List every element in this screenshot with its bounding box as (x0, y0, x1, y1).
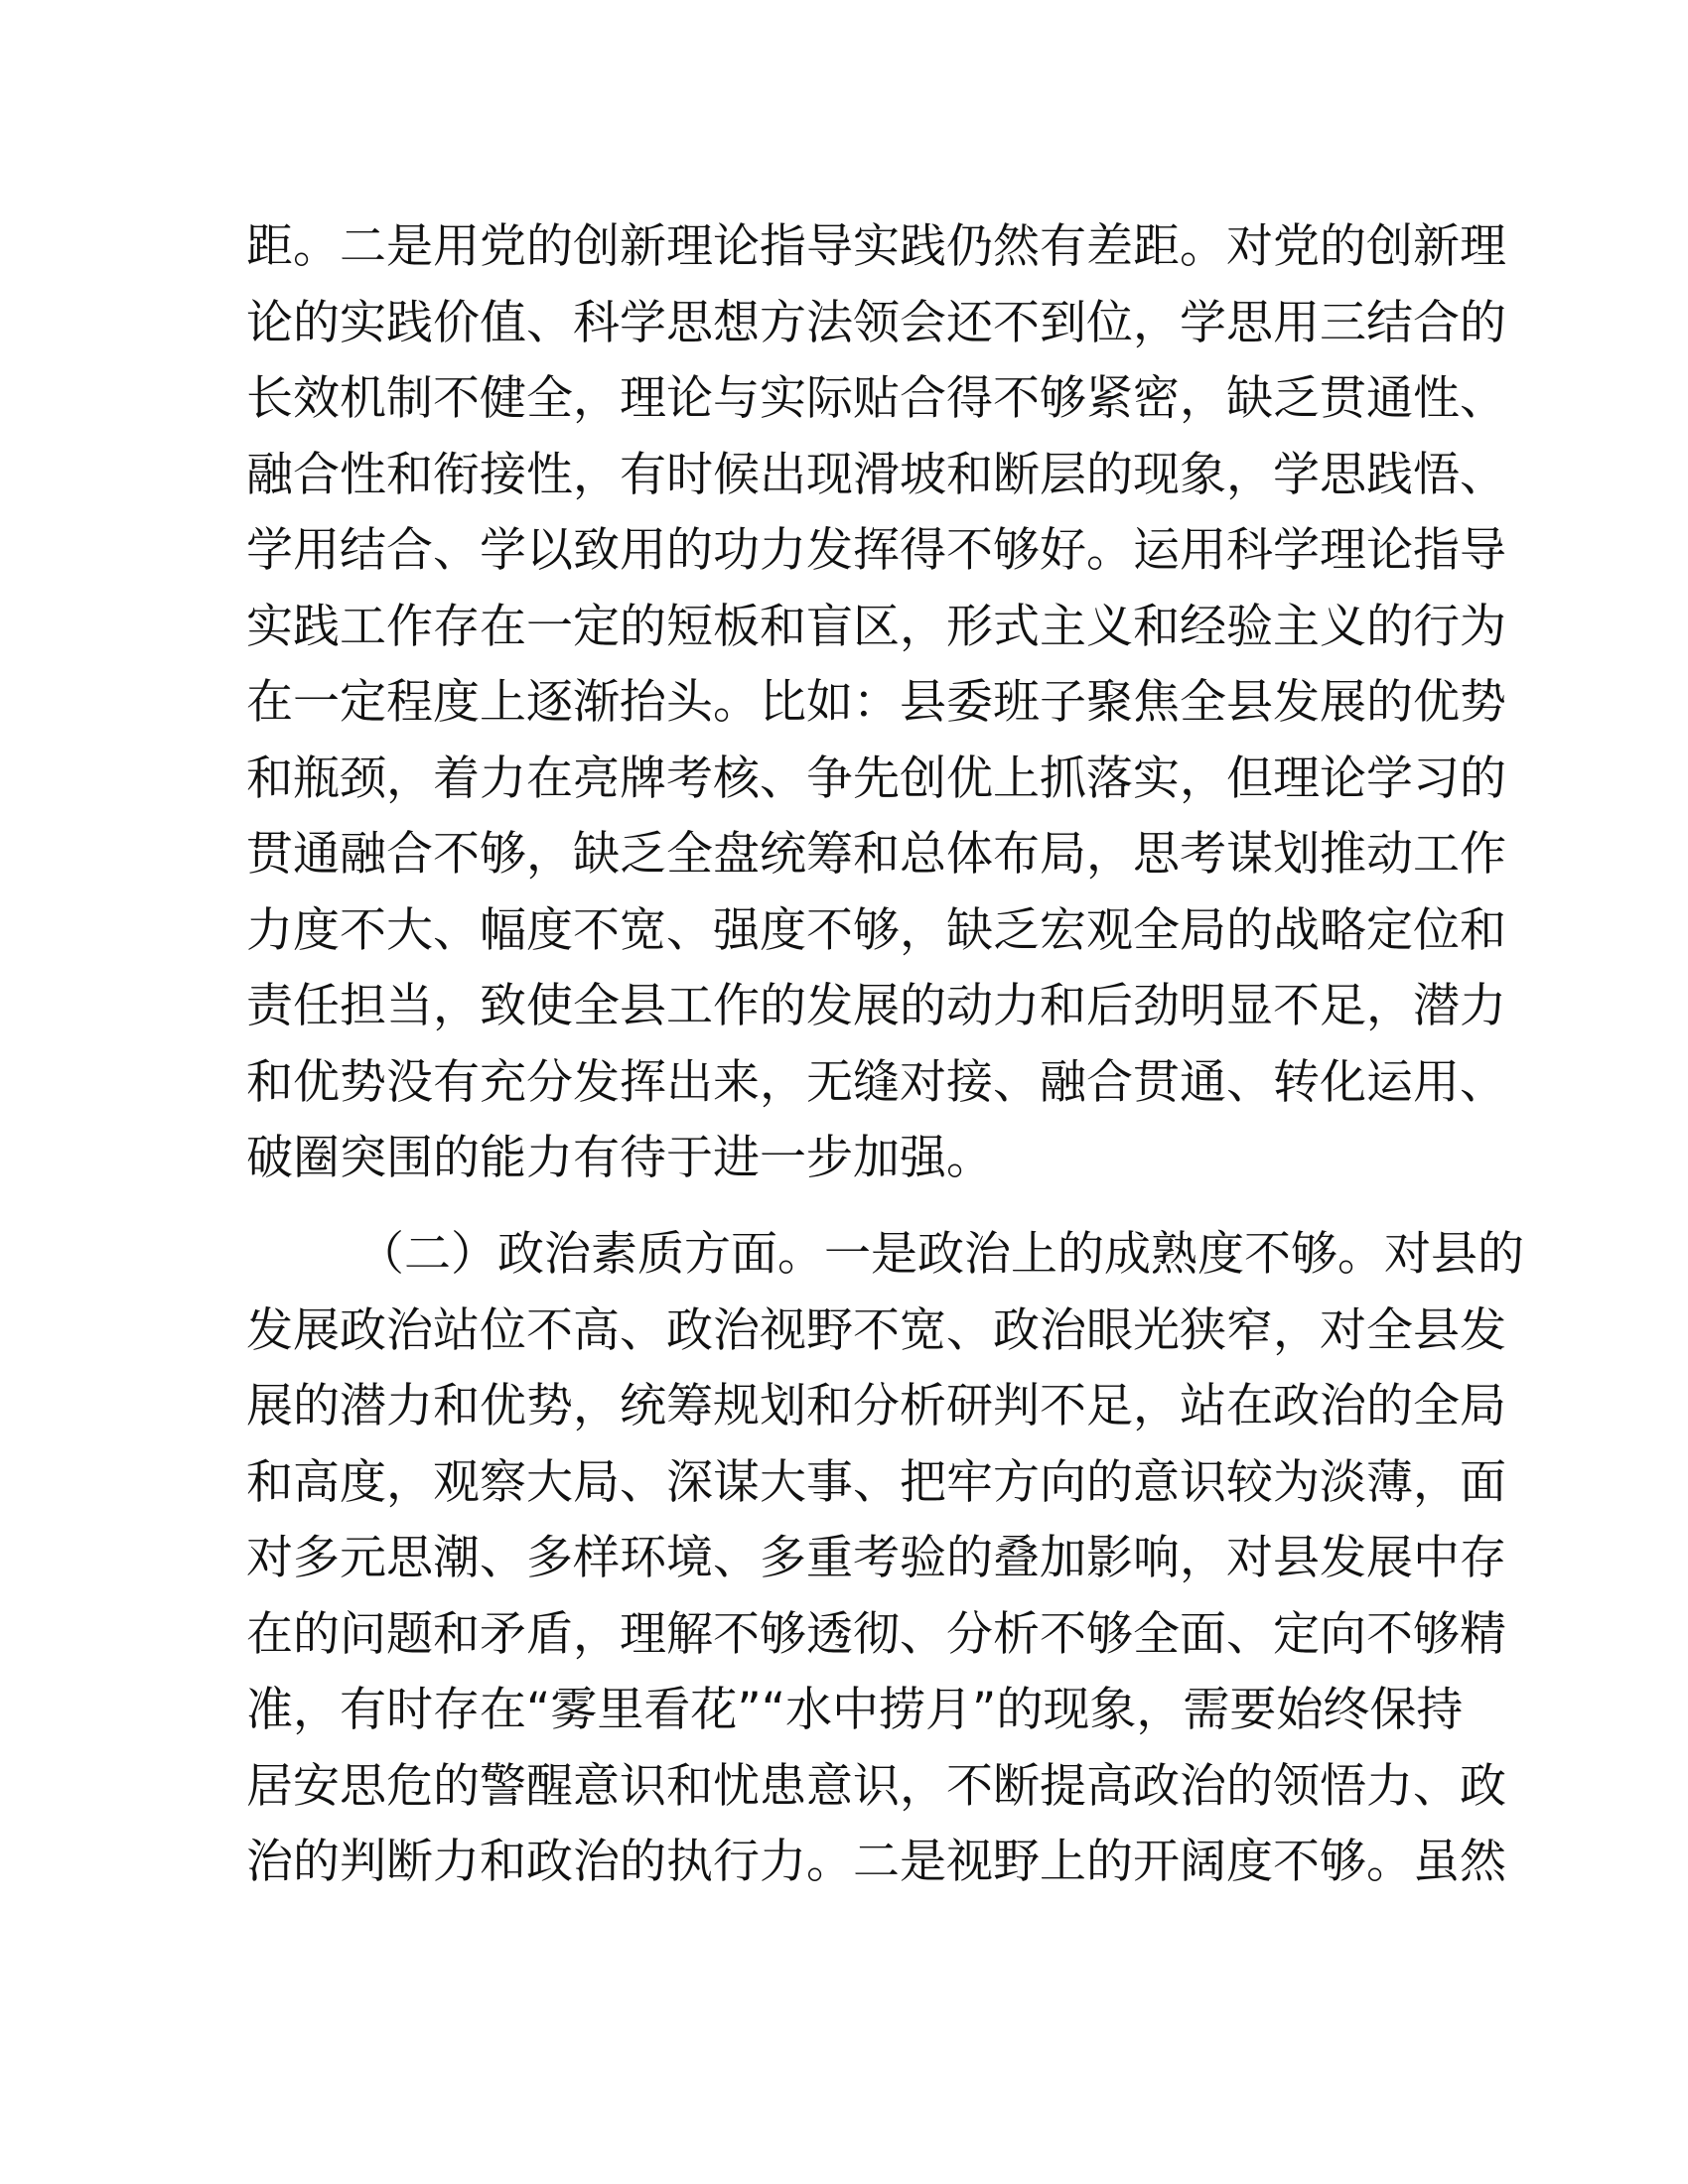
paragraph-1-line-5: 学用结合、学以致用的功力发挥得不够好。运用科学理论指导 (246, 523, 1506, 578)
paragraph-2-line-7: 准，有时存在“雾里看花”“水中捞月”的现象，需要始终保持 (246, 1683, 1464, 1737)
paragraph-2-line-6: 在的问题和矛盾，理解不够透彻、分析不够全面、定向不够精 (246, 1606, 1506, 1662)
paragraph-1-line-12: 和优势没有充分发挥出来，无缝对接、融合贯通、转化运用、 (246, 1054, 1506, 1110)
paragraph-2-line-2: 发展政治站位不高、政治视野不宽、政治眼光狭窄，对全县发 (246, 1302, 1506, 1358)
paragraph-1-line-6: 实践工作存在一定的短板和盲区，形式主义和经验主义的行为 (246, 599, 1506, 654)
paragraph-1-line-8: 和瓶颈，着力在亮牌考核、争先创优上抓落实，但理论学习的 (246, 751, 1506, 806)
paragraph-1-line-13: 破圈突围的能力有待于进一步加强。 (246, 1131, 993, 1185)
paragraph-1-line-2: 论的实践价值、科学思想方法领会还不到位，学思用三结合的 (246, 295, 1506, 350)
paragraph-1-line-1: 距。二是用党的创新理论指导实践仍然有差距。对党的创新理 (246, 219, 1506, 274)
paragraph-1-line-10: 力度不大、幅度不宽、强度不够，缺乏宏观全局的战略定位和 (246, 902, 1506, 958)
paragraph-2 (246, 1217, 1524, 1901)
paragraph-2-line-9: 治的判断力和政治的执行力。二是视野上的开阔度不够。虽然 (246, 1835, 1506, 1889)
paragraph-2-line-5: 对多元思潮、多样环境、多重考验的叠加影响，对县发展中存 (246, 1531, 1506, 1585)
paragraph-2-line-4: 和高度，观察大局、深谋大事、把牢方向的意识较为淡薄，面 (246, 1454, 1506, 1510)
paragraph-1-line-4: 融合性和衔接性，有时候出现滑坡和断层的现象，学思践悟、 (246, 447, 1506, 502)
paragraph-1-line-7: 在一定程度上逐渐抬头。比如：县委班子聚焦全县发展的优势 (246, 675, 1506, 730)
paragraph-1-line-11: 责任担当，致使全县工作的发展的动力和后劲明显不足，潜力 (246, 979, 1506, 1033)
paragraph-2-line-1: （二）政治素质方面。一是政治上的成熟度不够。对县的 (357, 1227, 1524, 1282)
paragraph-1-line-9: 贯通融合不够，缺乏全盘统筹和总体布局，思考谋划推动工作 (246, 827, 1506, 882)
paragraph-1 (246, 209, 1506, 1197)
paragraph-2-line-8: 居安思危的警醒意识和忧患意识，不断提高政治的领悟力、政 (246, 1758, 1506, 1814)
paragraph-2-line-3: 展的潜力和优势，统筹规划和分析研判不足，站在政治的全局 (246, 1379, 1506, 1433)
paragraph-1-line-3: 长效机制不健全，理论与实际贴合得不够紧密，缺乏贯通性、 (246, 371, 1506, 426)
